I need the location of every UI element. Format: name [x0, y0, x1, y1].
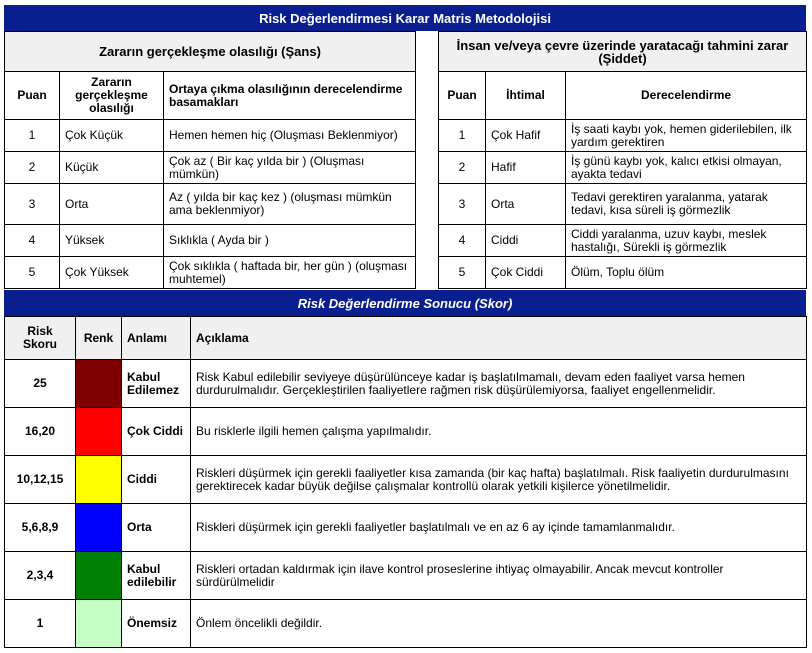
table-row	[5, 504, 807, 552]
color-swatch	[76, 360, 122, 408]
probability-description: Çok sıklıkla ( haftada bir, her gün ) (oluşması muhtemel)	[164, 257, 416, 289]
risk-score-cell: 1	[5, 600, 76, 648]
description-cell: Riskleri ortadan kaldırmak için ilave kontrol proseslerine ihtiyaç olmayabilir. Ancak mevcut kontroller sürdürülmelidir	[191, 552, 807, 600]
col-color: Renk	[76, 317, 122, 360]
col-meaning: Anlamı	[122, 317, 191, 360]
meaning-cell: Çok Ciddi	[122, 408, 191, 456]
table-row	[5, 225, 416, 257]
table-row	[5, 456, 807, 504]
risk-score-cell: 25	[5, 360, 76, 408]
probability-heading: Zararın gerçekleşme olasılığı (Şans)	[5, 32, 416, 72]
probability-label: Küçük	[60, 152, 164, 184]
col-severity: İhtimal	[486, 72, 566, 120]
probability-label: Çok Yüksek	[60, 257, 164, 289]
severity-label: Çok Hafif	[486, 120, 566, 152]
table-row	[5, 120, 416, 152]
meaning-cell: Kabul edilebilir	[122, 552, 191, 600]
score-cell: 1	[5, 120, 60, 152]
probability-description: Az ( yılda bir kaç kez ) (oluşması mümkün ama beklenmiyor)	[164, 184, 416, 225]
score-cell: 1	[439, 120, 486, 152]
table-row	[439, 225, 807, 257]
col-probability: Zararın gerçekleşme olasılığı	[60, 72, 164, 120]
table-row	[439, 120, 807, 152]
probability-label: Orta	[60, 184, 164, 225]
score-cell: 5	[5, 257, 60, 289]
severity-label: Çok Ciddi	[486, 257, 566, 289]
description-cell: Riskleri düşürmek için gerekli faaliyetler başlatılmalı ve en az 6 ay içinde tamamlanmalıdır.	[191, 504, 807, 552]
color-swatch	[76, 552, 122, 600]
probability-description: Hemen hemen hiç (Oluşması Beklenmiyor)	[164, 120, 416, 152]
result-heading: Risk Değerlendirme Sonucu (Skor)	[4, 290, 806, 316]
description-cell: Riskleri düşürmek için gerekli faaliyetler kısa zamanda (bir kaç hafta) başlatılmalı. Risk faaliyetin durdurulmasını gerektirecek kadar büyük değilse çalışmalar kontrollü olarak yetkili kişilerce yönetilmelidir.	[191, 456, 807, 504]
col-puan: Puan	[5, 72, 60, 120]
table-row	[5, 360, 807, 408]
severity-description: İş saati kaybı yok, hemen giderilebilen, ilk yardım gerektiren	[566, 120, 807, 152]
meaning-cell: Orta	[122, 504, 191, 552]
probability-table	[4, 31, 416, 289]
col-probability-desc: Ortaya çıkma olasılığının derecelendirme basamakları	[164, 72, 416, 120]
table-row	[5, 257, 416, 289]
table-row	[439, 152, 807, 184]
description-cell: Bu risklerle ilgili hemen çalışma yapılmalıdır.	[191, 408, 807, 456]
description-cell: Önlem öncelikli değildir.	[191, 600, 807, 648]
meaning-cell: Ciddi	[122, 456, 191, 504]
risk-score-cell: 10,12,15	[5, 456, 76, 504]
probability-description: Çok az ( Bir kaç yılda bir ) (Oluşması mümkün)	[164, 152, 416, 184]
severity-heading: İnsan ve/veya çevre üzerinde yaratacağı tahmini zarar (Şiddet)	[439, 32, 807, 72]
risk-score-cell: 5,6,8,9	[5, 504, 76, 552]
score-cell: 3	[5, 184, 60, 225]
meaning-cell: Önemsiz	[122, 600, 191, 648]
severity-label: Ciddi	[486, 225, 566, 257]
risk-score-cell: 2,3,4	[5, 552, 76, 600]
table-row	[5, 184, 416, 225]
risk-score-cell: 16,20	[5, 408, 76, 456]
score-cell: 4	[439, 225, 486, 257]
severity-table	[438, 31, 807, 289]
probability-label: Çok Küçük	[60, 120, 164, 152]
probability-description: Sıklıkla ( Ayda bir )	[164, 225, 416, 257]
result-table	[4, 316, 807, 648]
severity-description: Ölüm, Toplu ölüm	[566, 257, 807, 289]
color-swatch	[76, 504, 122, 552]
meaning-cell: Kabul Edilemez	[122, 360, 191, 408]
table-row	[5, 600, 807, 648]
severity-description: Ciddi yaralanma, uzuv kaybı, meslek hastalığı, Sürekli iş görmezlik	[566, 225, 807, 257]
table-row	[5, 152, 416, 184]
score-cell: 3	[439, 184, 486, 225]
score-cell: 2	[439, 152, 486, 184]
table-row	[439, 184, 807, 225]
table-row	[5, 552, 807, 600]
color-swatch	[76, 408, 122, 456]
col-severity-desc: Derecelendirme	[566, 72, 807, 120]
col-description: Açıklama	[191, 317, 807, 360]
col-risk-score: Risk Skoru	[5, 317, 76, 360]
table-row	[5, 408, 807, 456]
table-row	[439, 257, 807, 289]
score-cell: 4	[5, 225, 60, 257]
col-puan: Puan	[439, 72, 486, 120]
page-title: Risk Değerlendirmesi Karar Matris Metodolojisi	[4, 5, 806, 31]
severity-label: Hafif	[486, 152, 566, 184]
severity-description: Tedavi gerektiren yaralanma, yatarak tedavi, kısa süreli iş görmezlik	[566, 184, 807, 225]
score-cell: 2	[5, 152, 60, 184]
score-cell: 5	[439, 257, 486, 289]
probability-label: Yüksek	[60, 225, 164, 257]
color-swatch	[76, 456, 122, 504]
severity-description: İş günü kaybı yok, kalıcı etkisi olmayan, ayakta tedavi	[566, 152, 807, 184]
color-swatch	[76, 600, 122, 648]
description-cell: Risk Kabul edilebilir seviyeye düşürülünceye kadar iş başlatılmamalı, devam eden faaliyet varsa hemen durdurulmalıdır. Gerçekleştirilen faaliyetlere rağmen risk düşürülemiyorsa, faaliyet engellenmelidir.	[191, 360, 807, 408]
severity-label: Orta	[486, 184, 566, 225]
